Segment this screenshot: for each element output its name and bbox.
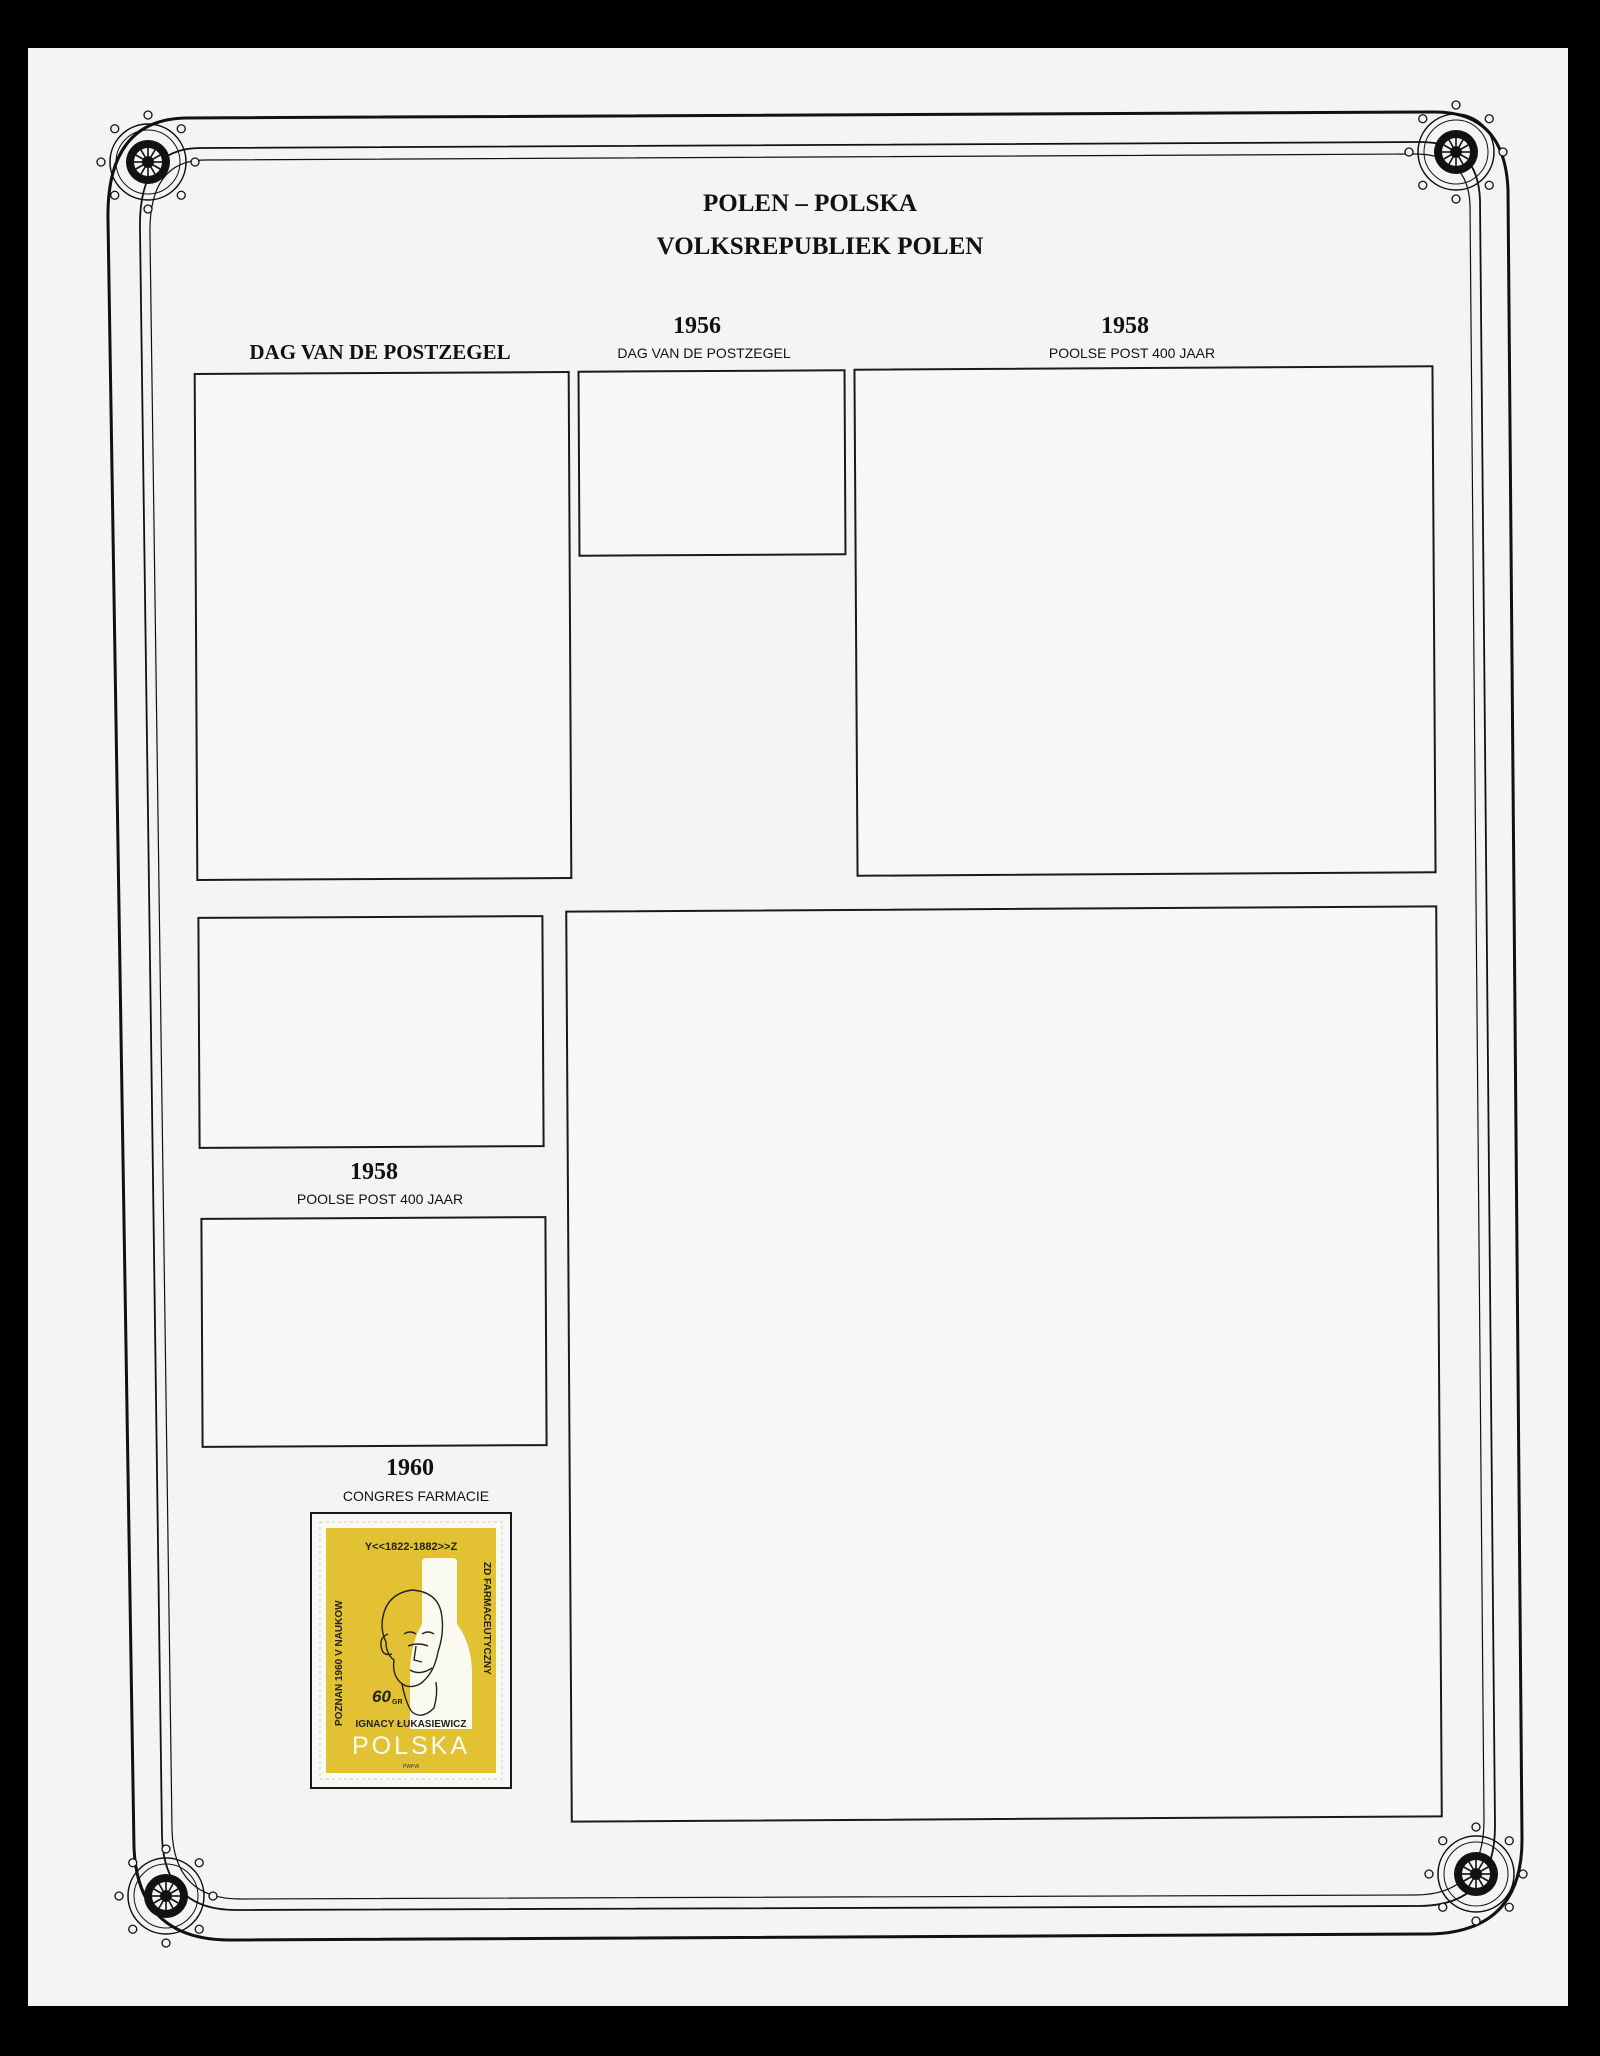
year-label-1958-left: 1958 [350,1159,398,1185]
stamp-1960-pharmacy [312,1514,510,1787]
section-heading-day-of-stamp: DAG VAN DE POSTZEGEL [249,340,511,364]
page-title: POLEN – POLSKA [703,190,917,217]
stamp-top-text: Y<<1822-1882>>Z [364,1541,458,1553]
stamp-name: IGNACY ŁUKASIEWICZ [355,1719,467,1730]
caption-polish-post-right: POOLSE POST 400 JAAR [1048,345,1216,361]
stamp-left-text: POZNAN 1960 V NAUKOW [334,1600,345,1726]
stamp-mount-box [200,1216,547,1448]
stamp-mount-box [853,365,1436,877]
stamp-unit: GR [392,1699,403,1706]
stamp-printer: PWPW [402,1764,420,1770]
page-subtitle: VOLKSREPUBLIEK POLEN [656,233,984,260]
year-label-1960: 1960 [386,1455,434,1481]
caption-polish-post-left: POOLSE POST 400 JAAR [296,1191,464,1207]
stamp-mount-box [578,369,847,556]
stamp-mount-box [565,905,1443,1822]
year-label-1956: 1956 [673,313,721,339]
stamp-mount-box [197,915,544,1149]
stamp-country: POLSKA [351,1732,471,1760]
stamp-value: 60 [372,1687,391,1706]
year-label-1958-right: 1958 [1101,313,1149,339]
caption-day-of-stamp: DAG VAN DE POSTZEGEL [617,345,791,361]
stamp-mount-box [310,1512,512,1789]
stamp-mount-box [194,371,573,881]
stamp-right-text: ZD FARMACEUTYCZNY [481,1562,492,1675]
caption-pharmacy-congress: CONGRES FARMACIE [342,1488,490,1504]
